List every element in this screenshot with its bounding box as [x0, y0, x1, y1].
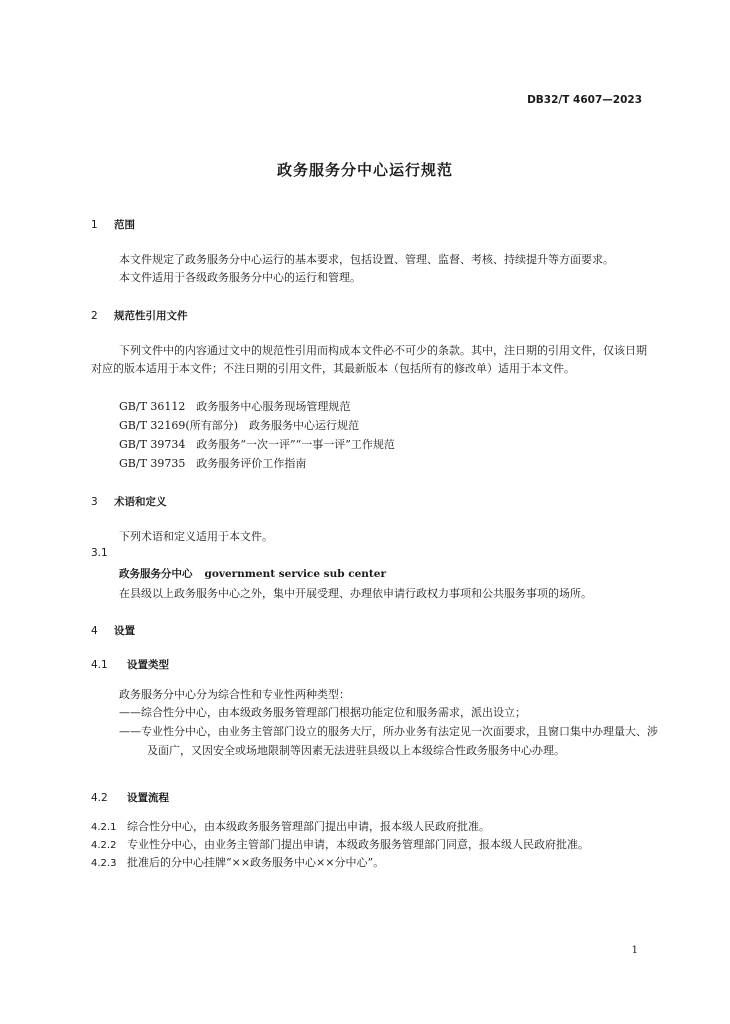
- term-number: 3.1: [91, 547, 108, 559]
- section-number: 3: [91, 496, 98, 508]
- section-title: 设置: [114, 625, 135, 637]
- subsection-4-1-heading: [91, 657, 169, 672]
- section-3-heading: [91, 494, 167, 509]
- reference-item: GB/T 39735 政务服务评价工作指南: [119, 457, 307, 470]
- paragraph: 本文件适用于各级政务服务分中心的运行和管理。: [119, 271, 361, 284]
- clause-number: 4.2.3: [91, 858, 117, 869]
- reference-item: GB/T 39734 政务服务“一次一评”“一事一评”工作规范: [119, 438, 395, 451]
- term-entry: [119, 566, 386, 581]
- subsection-number: 4.2: [91, 792, 108, 804]
- subsection-title: 设置流程: [127, 792, 169, 804]
- section-number: 1: [91, 219, 98, 231]
- clause-item: [91, 836, 589, 852]
- clause-number: 4.2.2: [91, 840, 117, 851]
- list-item: ——综合性分中心，由本级政务服务管理部门根据功能定位和服务需求，派出设立；: [119, 706, 526, 719]
- list-item: ——专业性分中心，由业务主管部门设立的服务大厅，所办业务有法定见一次面要求，且窗口集中办理量大、涉及面广，又因安全或场地限制等因素无法进驻县级以上本级综合性政务服务中心办理。: [119, 725, 658, 757]
- paragraph: 下列文件中的内容通过文中的规范性引用而构成本文件必不可少的条款。其中，注日期的引用文件，仅该日期对应的版本适用于本文件；不注日期的引用文件，其最新版本（包括所有的修改单）适用于本文件。: [91, 344, 647, 375]
- reference-item: GB/T 36112 政务服务中心服务现场管理规范: [119, 400, 351, 413]
- subsection-4-2-heading: [91, 790, 169, 805]
- clause-item: [91, 854, 384, 870]
- clause-text: 综合性分中心，由本级政务服务管理部门提出申请，报本级人民政府批准。: [127, 820, 490, 833]
- clause-text: 批准后的分中心挂牌“××政务服务中心××分中心”。: [127, 856, 385, 869]
- clause-text: 专业性分中心，由业务主管部门提出申请，本级政务服务管理部门同意，报本级人民政府批准。: [127, 838, 589, 851]
- document-title: 政务服务分中心运行规范: [276, 161, 453, 179]
- paragraph: 政务服务分中心分为综合性和专业性两种类型：: [119, 688, 350, 701]
- section-title: 范围: [114, 219, 135, 231]
- subsection-number: 4.1: [91, 659, 108, 671]
- section-2-heading: [91, 308, 188, 323]
- clause-item: [91, 818, 490, 834]
- section-title: 规范性引用文件: [114, 310, 188, 322]
- term-chinese: 政务服务分中心: [119, 568, 193, 580]
- reference-item: GB/T 32169(所有部分) 政务服务中心运行规范: [119, 419, 359, 432]
- page-number: 1: [631, 945, 638, 956]
- section-number: 2: [91, 310, 98, 322]
- section-4-heading: [91, 623, 135, 638]
- term-english: government service sub center: [204, 568, 386, 580]
- section-number: 4: [91, 625, 98, 637]
- section-1-heading: [91, 217, 135, 232]
- subsection-title: 设置类型: [127, 659, 169, 671]
- clause-number: 4.2.1: [91, 822, 117, 833]
- paragraph: 下列术语和定义适用于本文件。: [119, 530, 273, 543]
- paragraph: 本文件规定了政务服务分中心运行的基本要求，包括设置、管理、监督、考核、持续提升等方面要求。: [119, 253, 614, 266]
- section-title: 术语和定义: [114, 496, 167, 508]
- standard-code: DB32/T 4607—2023: [527, 94, 642, 106]
- term-definition: 在县级以上政务服务中心之外，集中开展受理、办理依申请行政权力事项和公共服务事项的场所。: [119, 587, 592, 600]
